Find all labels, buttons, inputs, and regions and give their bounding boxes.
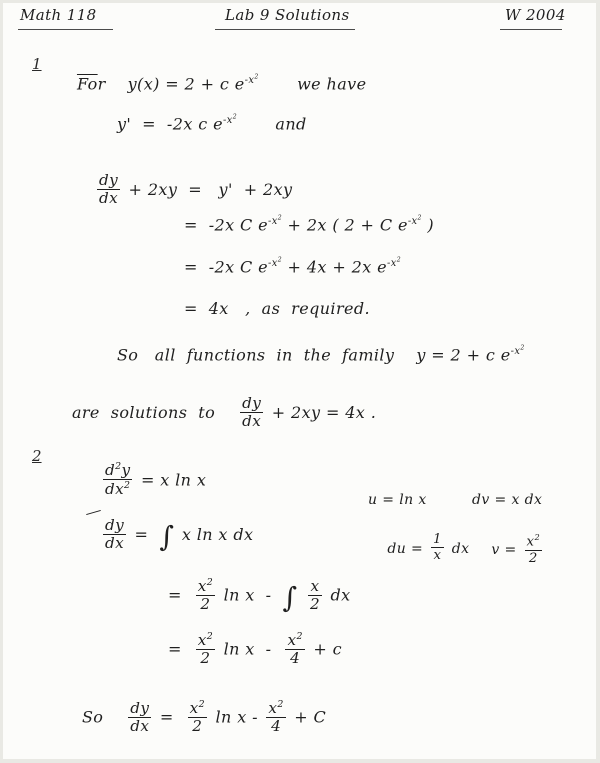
problem-2-line-5: So $\frac{dy}{dx}$ = $\frac{x^2}{2}$ ln x - $\frac{x^2}{4}$ + C [81, 698, 327, 736]
side-work-v: v = $\frac{x^2}{2}$ [491, 532, 541, 566]
side-work-du: du = $\frac{1}{x}$ dx [387, 532, 470, 564]
page-edge-top [0, 0, 600, 3]
problem-2-number: 2 [32, 447, 42, 465]
problem-1-line-7: So all functions in the family y = 2 + c $e^{-x^2}$ [116, 345, 525, 365]
page-edge-left [0, 0, 3, 763]
header-rule-left [18, 29, 113, 30]
problem-1-line-1: $\overline{Fo}r$ y(x) = 2 + c $e^{-x^2}$ we have [76, 74, 367, 94]
problem-2-line-1: $\frac{d^2y}{dx^2}$ = x ln x [104, 461, 207, 499]
side-work-dv: dv = x dx [472, 492, 543, 508]
term-label: W 2004 [505, 6, 566, 24]
problem-1-line-3: $\frac{dy}{dx}$ + 2xy = y' + 2xy [98, 171, 293, 208]
problem-2-line-2: $\frac{dy}{dx}$ = ∫ x ln x dx [104, 516, 254, 554]
problem-1-line-6: = 4x , as required. [183, 299, 370, 318]
problem-2-line-4: = $\frac{x^2}{2}$ ln x - $\frac{x^2}{4}$ + c [167, 631, 342, 668]
header-rule-right [500, 29, 562, 30]
problem-2-line-3: = $\frac{x^2}{2}$ ln x - ∫ $\frac{x}{2}$ dx [167, 576, 351, 614]
side-work-u: u = ln x [368, 492, 427, 508]
problem-1-line-8: are solutions to $\frac{dy}{dx}$ + 2xy = 4x . [71, 394, 377, 431]
page-edge-bottom [0, 759, 600, 763]
page-header [0, 6, 600, 32]
problem-1-line-4: = -2x C $e^{-x^2} + 2x$ ( 2 + C $e^{-x^2}$ ) [183, 215, 434, 235]
course-label: Math 118 [20, 6, 97, 24]
problem-1-line-2: y' = -2x c $e^{-x^2}$ and [116, 114, 307, 134]
header-rule-center [215, 29, 355, 30]
page-edge-right [596, 0, 600, 763]
problem-1-number: 1 [32, 55, 42, 73]
problem-1-line-5: = -2x C $e^{-x^2} + 4x + 2x$ $e^{-x^2}$ [183, 257, 402, 277]
document-title: Lab 9 Solutions [225, 6, 350, 24]
